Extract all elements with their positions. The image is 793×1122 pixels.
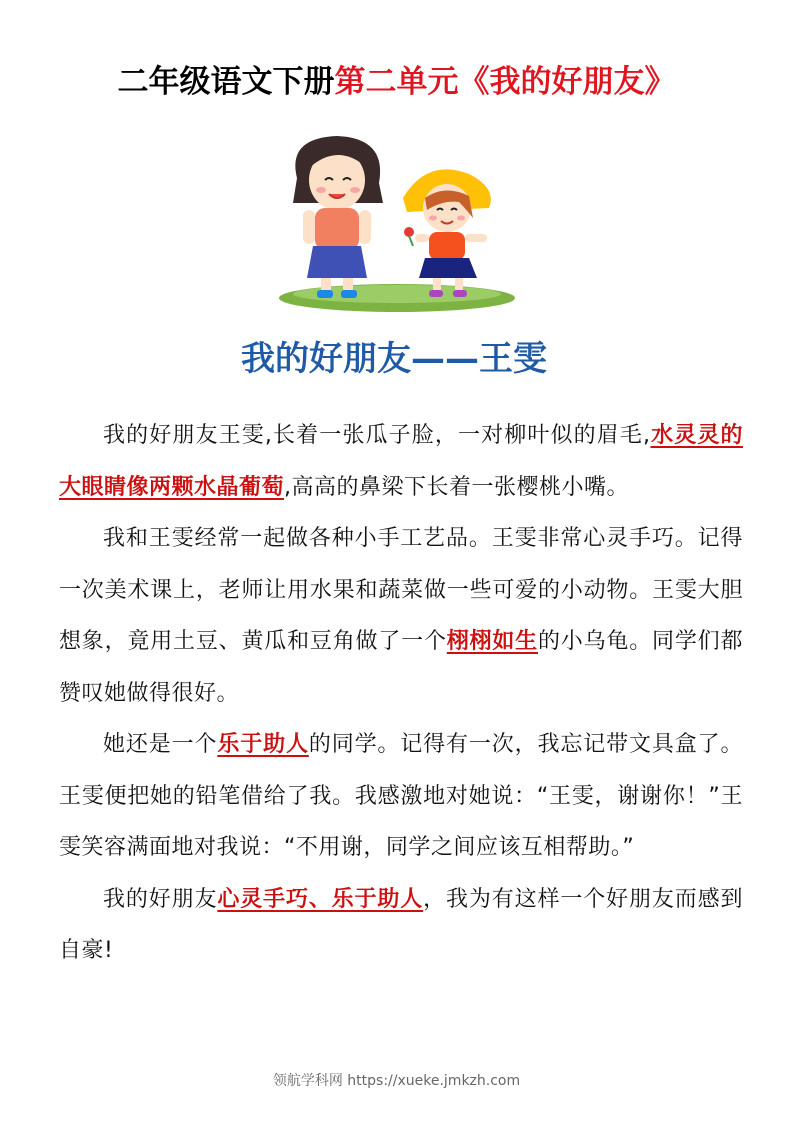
girl-left-figure [293,136,383,298]
paragraph-1: 我的好朋友王雯,长着一张瓜子脸，一对柳叶似的眉毛,水灵灵的大眼睛像两颗水晶葡萄,高高的鼻梁下长着一张樱桃小嘴。 [59,423,743,500]
illustration-caption: 我的好朋友——王雯 [241,339,547,379]
highlight-phrase: 栩栩如生 [446,629,538,654]
paragraph-3: 她还是一个乐于助人的同学。记得有一次，我忘记带文具盒了。王雯便把她的铅笔借给了我。我感激地对她说：“王雯，谢谢你！”王雯笑容满面地对我说：“不用谢，同学之间应该互相帮助。” [59,732,743,860]
highlight-phrase: 水灵灵的大眼睛像两颗水晶葡萄 [59,423,743,500]
title-grade: 二年级语文下册 [117,64,335,100]
girl-right-figure [403,169,491,297]
paragraph-4: 我的好朋友心灵手巧、乐于助人，我为有这样一个好朋友而感到自豪! [59,886,743,963]
essay-body [59,410,743,977]
footer-source: 领航学科网 https://xueke.jmkzh.com [272,1073,521,1089]
highlight-phrase: 心灵手巧、乐于助人 [217,886,424,912]
paragraph-2: 我和王雯经常一起做各种小手工艺品。王雯非常心灵手巧。记得一次美术课上，老师让用水果和蔬菜做一些可爱的小动物。王雯大胆想象，竟用土豆、黄瓜和豆角做了一个栩栩如生的小乌龟。同学们都赞叹她做得很好。 [59,526,743,706]
title-unit: 第二单元《我的好朋友》 [334,64,676,100]
two-girls-illustration [197,128,591,390]
page-title [0,56,793,108]
highlight-phrase: 乐于助人 [217,732,309,757]
